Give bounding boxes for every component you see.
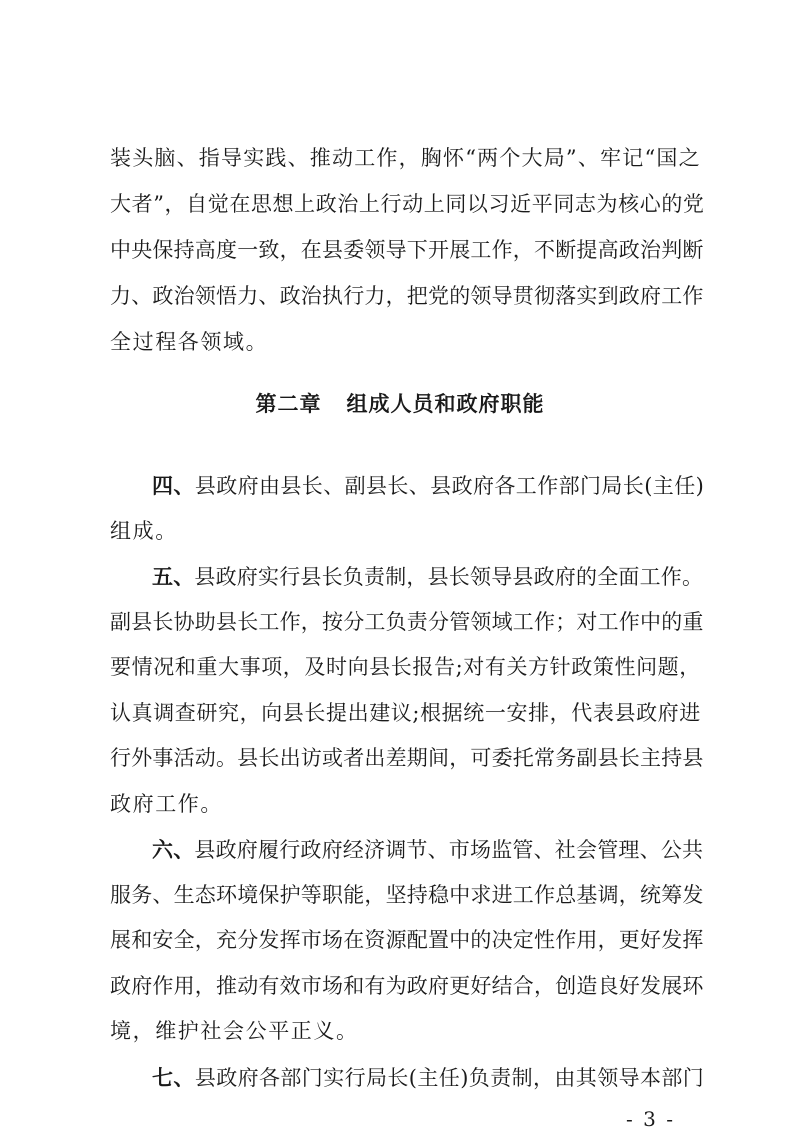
text-line: 展和安全，充分发挥市场在资源配置中的决定性作用，更好发挥 — [110, 928, 704, 952]
text-line — [152, 475, 704, 497]
chapter-heading: 第二章 组成人员和政府职能 — [255, 392, 545, 416]
article-number: 四、 — [152, 473, 195, 498]
text-line: 政府工作。 — [110, 792, 223, 816]
text-line: 行外事活动。县长出访或者出差期间，可委托常务副县长主持县 — [110, 746, 704, 770]
text-line — [152, 839, 703, 861]
article-text: 县政府实行县长负责制，县长领导县政府的全面工作。 — [194, 565, 704, 589]
text-line — [152, 1067, 704, 1089]
text-line: 副县长协助县长工作，按分工负责分管领域工作；对工作中的重 — [110, 610, 704, 634]
article-text: 县政府由县长、副县长、县政府各工作部门局长(主任) — [194, 474, 705, 498]
article-text: 县政府各部门实行局长(主任)负责制，由其领导本部门 — [194, 1066, 705, 1090]
text-line: 力、政治领悟力、政治执行力，把党的领导贯彻落实到政府工作 — [110, 284, 704, 308]
article-number: 七、 — [152, 1065, 195, 1090]
text-line: 中央保持高度一致，在县委领导下开展工作，不断提高政治判断 — [110, 238, 704, 262]
text-line: 大者”，自觉在思想上政治上行动上同以习近平同志为核心的党 — [110, 192, 705, 216]
text-line: 境，维护社会公平正义。 — [110, 1019, 359, 1043]
article-text: 县政府履行政府经济调节、市场监管、社会管理、公共 — [194, 838, 704, 862]
text-line: 全过程各领域。 — [110, 330, 269, 354]
text-line: 组成。 — [110, 519, 178, 543]
text-line: 服务、生态环境保护等职能，坚持稳中求进工作总基调，统筹发 — [110, 883, 704, 907]
text-line: 装头脑、指导实践、推动工作，胸怀“两个大局”、牢记“国之 — [110, 146, 701, 170]
text-line: 政府作用，推动有效市场和有为政府更好结合，创造良好发展环 — [110, 974, 704, 998]
article-number: 五、 — [152, 564, 195, 589]
text-line: 认真调查研究，向县长提出建议;根据统一安排，代表县政府进 — [110, 701, 701, 725]
text-line — [152, 566, 703, 588]
text-line: 要情况和重大事项，及时向县长报告;对有关方针政策性问题， — [110, 655, 701, 679]
page-number: - 3 - — [626, 1107, 675, 1131]
article-number: 六、 — [152, 837, 195, 862]
